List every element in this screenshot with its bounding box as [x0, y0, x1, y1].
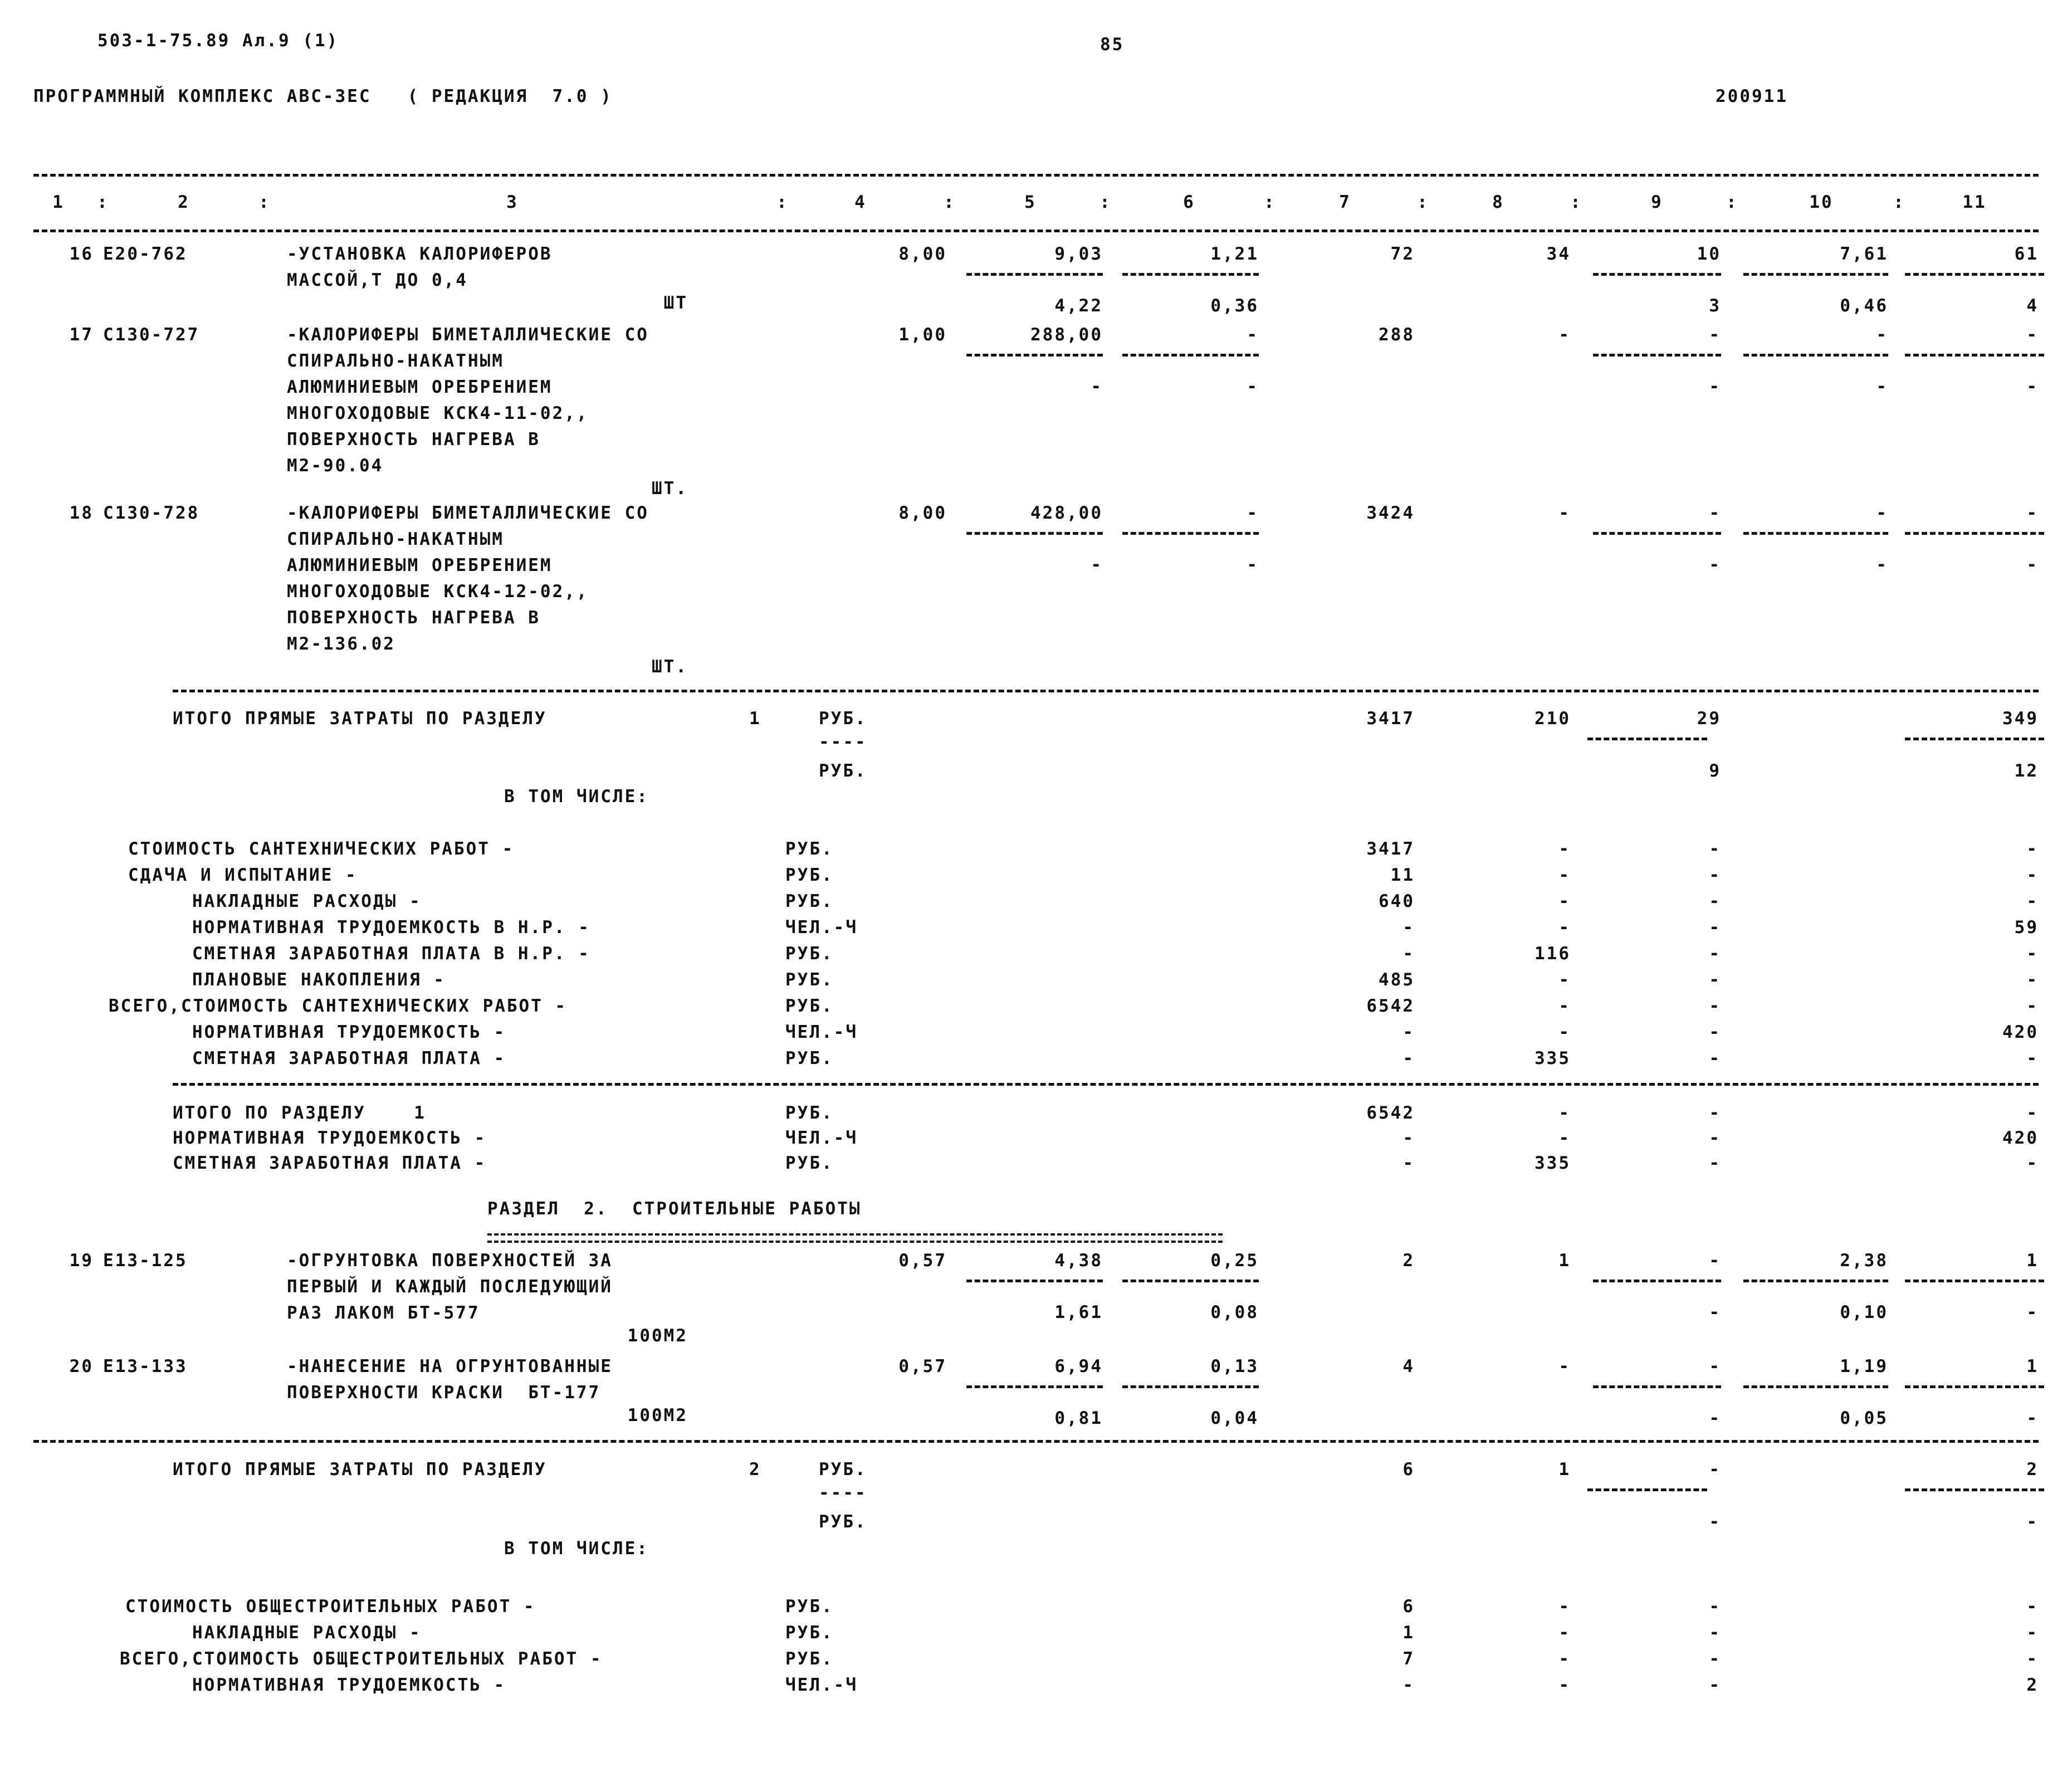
summary-unit: РУБ.: [785, 970, 834, 990]
column-header-10: 6: [1183, 192, 1195, 212]
col11-labour: -: [2026, 325, 2039, 345]
row-number: 16: [69, 244, 94, 264]
row-description: -НАНЕСЕНИЕ НА ОГРУНТОВАННЫЕ: [287, 1356, 613, 1376]
col5-wage: 4,22: [1054, 296, 1103, 316]
summary-col8: -: [1558, 1103, 1571, 1123]
column-header-13: :: [1417, 192, 1429, 212]
col5-price: 6,94: [1054, 1356, 1103, 1376]
sub-rule: [1743, 532, 1888, 535]
total-sep: ----: [819, 732, 867, 752]
summary-col9: -: [1709, 1597, 1721, 1617]
in-that-number-heading: В ТОМ ЧИСЛЕ:: [504, 787, 649, 807]
summary-col9: -: [1709, 1649, 1721, 1669]
row-number: 18: [69, 503, 94, 523]
summary-label: НОРМАТИВНАЯ ТРУДОЕМКОСТЬ -: [173, 1128, 487, 1148]
summary-col8: -: [1558, 917, 1571, 938]
total-unit: РУБ.: [819, 1459, 867, 1480]
summary-label: ПЛАНОВЫЕ НАКОПЛЕНИЯ -: [192, 970, 446, 990]
summary-col7: -: [1402, 1675, 1415, 1695]
col9-wage: -: [1709, 555, 1721, 575]
sub-rule: [1905, 1488, 2044, 1491]
summary-label: НОРМАТИВНАЯ ТРУДОЕМКОСТЬ -: [192, 1022, 506, 1042]
total-section-num: 2: [749, 1459, 761, 1480]
row-description: -КАЛОРИФЕРЫ БИМЕТАЛЛИЧЕСКИЕ СО: [287, 325, 649, 345]
row-code: С130-728: [103, 503, 200, 523]
summary-col9: -: [1709, 1103, 1721, 1123]
col8-cost: -: [1558, 503, 1571, 523]
row-unit: ШТ.: [652, 657, 688, 677]
total-unit2: РУБ.: [819, 1512, 867, 1532]
summary-unit: РУБ.: [785, 1597, 834, 1617]
col4-qty: 1,00: [898, 325, 947, 345]
sub-rule: [1905, 532, 2044, 535]
summary-col7: -: [1402, 1022, 1415, 1042]
row-description: ПОВЕРХНОСТЬ НАГРЕВА В: [287, 429, 540, 450]
row-description: СПИРАЛЬНО-НАКАТНЫМ: [287, 351, 504, 371]
col9-wage: -: [1709, 1408, 1721, 1428]
summary-col11: -: [2026, 865, 2039, 885]
col9-cost: -: [1709, 503, 1721, 523]
summary-col11: 420: [2002, 1128, 2039, 1148]
summary-col8: -: [1558, 865, 1571, 885]
summary-col11: 59: [2014, 917, 2039, 938]
summary-col11: -: [2026, 970, 2039, 990]
sub-rule: [966, 532, 1103, 535]
summary-label: СТОИМОСТЬ САНТЕХНИЧЕСКИХ РАБОТ -: [128, 839, 515, 859]
summary-col11: -: [2026, 839, 2039, 859]
summary-label: НОРМАТИВНАЯ ТРУДОЕМКОСТЬ В Н.Р. -: [192, 917, 590, 938]
sub-rule: [1905, 273, 2044, 276]
row-description: МАССОЙ,Т ДО 0,4: [287, 270, 468, 290]
header-rule-bottom: [33, 230, 2039, 232]
summary-col8: -: [1558, 970, 1571, 990]
section-2-title: РАЗДЕЛ 2. СТРОИТЕЛЬНЫЕ РАБОТЫ: [487, 1199, 862, 1219]
total-col11: 2: [2026, 1459, 2039, 1480]
sub-rule: [1905, 1385, 2044, 1388]
row-description: АЛЮМИНИЕВЫМ ОРЕБРЕНИЕМ: [287, 377, 553, 397]
column-header-7: :: [944, 192, 956, 212]
section-2-underline: [487, 1233, 1223, 1243]
col8-cost: -: [1558, 325, 1571, 345]
column-header-3: :: [258, 192, 271, 212]
summary-col11: -: [2026, 891, 2039, 911]
summary-col9: -: [1709, 839, 1721, 859]
summary-col11: -: [2026, 996, 2039, 1016]
summary-col7: -: [1402, 1048, 1415, 1068]
summary-col11: -: [2026, 1623, 2039, 1643]
col6-price: 1,21: [1210, 244, 1259, 264]
summary-unit: ЧЕЛ.-Ч: [785, 917, 858, 938]
summary-col7: -: [1402, 917, 1415, 938]
col8-cost: -: [1558, 1356, 1571, 1376]
column-header-4: 3: [506, 192, 519, 212]
row-description: СПИРАЛЬНО-НАКАТНЫМ: [287, 529, 504, 549]
summary-col8: -: [1558, 1128, 1571, 1148]
col10-labour: 1,19: [1840, 1356, 1888, 1376]
col6-wage: 0,04: [1210, 1408, 1259, 1428]
total-unit: РУБ.: [819, 709, 867, 729]
column-header-16: 9: [1651, 192, 1663, 212]
col8-cost: 34: [1546, 244, 1571, 264]
col4-qty: 8,00: [898, 503, 947, 523]
total-label: ИТОГО ПРЯМЫЕ ЗАТРАТЫ ПО РАЗДЕЛУ: [173, 1459, 547, 1480]
summary-col8: 116: [1535, 944, 1571, 964]
summary-col9: -: [1709, 1623, 1721, 1643]
sub-rule: [1743, 1280, 1888, 1282]
row-unit: 100М2: [627, 1326, 688, 1346]
total-section-num: 1: [749, 709, 761, 729]
summary-unit: РУБ.: [785, 1623, 834, 1643]
summary-col11: -: [2026, 1153, 2039, 1173]
total-col7: 6: [1402, 1459, 1415, 1480]
summary-label: СМЕТНАЯ ЗАРАБОТНАЯ ПЛАТА -: [192, 1048, 506, 1068]
column-header-0: 1: [52, 192, 65, 212]
col10-labour: 2,38: [1840, 1251, 1888, 1271]
row-description: -УСТАНОВКА КАЛОРИФЕРОВ: [287, 244, 553, 264]
program-title: ПРОГРАММНЫЙ КОМПЛЕКС АВС-3ЕС ( РЕДАКЦИЯ 7.0 ): [33, 86, 613, 106]
col11-labour2: -: [2026, 377, 2039, 397]
column-header-6: 4: [854, 192, 867, 212]
col5-wage: 0,81: [1054, 1408, 1103, 1428]
col9-wage: -: [1709, 377, 1721, 397]
row-number: 19: [69, 1251, 94, 1271]
summary-label: НАКЛАДНЫЕ РАСХОДЫ -: [192, 891, 422, 911]
row-description: МНОГОХОДОВЫЕ КСК4-11-02,,: [287, 403, 589, 423]
total-col11b: 12: [2014, 761, 2039, 781]
col9-cost: -: [1709, 1251, 1721, 1271]
column-header-2: 2: [178, 192, 190, 212]
summary-col11: -: [2026, 1597, 2039, 1617]
row-description: ПОВЕРХНОСТЬ НАГРЕВА В: [287, 608, 540, 628]
col11-labour2: -: [2026, 1408, 2039, 1428]
summary-col7: 6542: [1366, 996, 1415, 1016]
summary-col8: -: [1558, 1649, 1571, 1669]
summary-col9: -: [1709, 1153, 1721, 1173]
row-description: М2-90.04: [287, 456, 384, 476]
summary-col9: -: [1709, 1128, 1721, 1148]
sub-rule: [1122, 1280, 1259, 1282]
sub-rule: [1593, 532, 1721, 535]
col5-price: 4,38: [1054, 1251, 1103, 1271]
summary-col7: 6542: [1366, 1103, 1415, 1123]
summary-col9: -: [1709, 865, 1721, 885]
summary-col7: 1: [1402, 1623, 1415, 1643]
col10-labour: 7,61: [1840, 244, 1888, 264]
col9-wage: -: [1709, 1302, 1721, 1322]
sub-rule: [1593, 273, 1721, 276]
summary-col9: -: [1709, 996, 1721, 1016]
summary-col11: -: [2026, 1649, 2039, 1669]
col11-labour2: -: [2026, 1302, 2039, 1322]
total-col9: 29: [1697, 709, 1721, 729]
row-description: ПОВЕРХНОСТИ КРАСКИ БТ-177: [287, 1383, 601, 1403]
summary-col9: -: [1709, 1048, 1721, 1068]
summary-label: СТОИМОСТЬ ОБЩЕСТРОИТЕЛЬНЫХ РАБОТ -: [125, 1597, 536, 1617]
summary-unit: РУБ.: [785, 996, 834, 1016]
summary-label: ВСЕГО,СТОИМОСТЬ САНТЕХНИЧЕСКИХ РАБОТ -: [109, 996, 568, 1016]
col9-cost: 10: [1697, 244, 1721, 264]
summary-col8: -: [1558, 1623, 1571, 1643]
in-that-number-heading-2: В ТОМ ЧИСЛЕ:: [504, 1539, 649, 1559]
sub-rule: [1743, 273, 1888, 276]
row-description: МНОГОХОДОВЫЕ КСК4-12-02,,: [287, 582, 589, 602]
row-code: Е20-762: [103, 244, 188, 264]
summary-label: ВСЕГО,СТОИМОСТЬ ОБЩЕСТРОИТЕЛЬНЫХ РАБОТ -: [120, 1649, 603, 1669]
col10-labour2: 0,05: [1840, 1408, 1888, 1428]
col11-labour: 1: [2026, 1251, 2039, 1271]
summary-col9: -: [1709, 1675, 1721, 1695]
sub-rule: [1593, 1280, 1721, 1282]
summary-col7: 6: [1402, 1597, 1415, 1617]
header-rule-top: [33, 174, 2039, 177]
col6-wage: -: [1247, 377, 1259, 397]
row-description: -КАЛОРИФЕРЫ БИМЕТАЛЛИЧЕСКИЕ СО: [287, 503, 649, 523]
col5-wage: 1,61: [1054, 1302, 1103, 1322]
col4-qty: 0,57: [898, 1356, 947, 1376]
total-rule: [173, 690, 2039, 692]
summary-col8: -: [1558, 1597, 1571, 1617]
summary-unit: РУБ.: [785, 865, 834, 885]
summary-col8: -: [1558, 996, 1571, 1016]
col5-wage: -: [1091, 377, 1103, 397]
summary-col8: -: [1558, 1022, 1571, 1042]
col11-labour: 1: [2026, 1356, 2039, 1376]
row-description: АЛЮМИНИЕВЫМ ОРЕБРЕНИЕМ: [287, 555, 553, 575]
summary-unit: РУБ.: [785, 944, 834, 964]
summary-unit: ЧЕЛ.-Ч: [785, 1128, 858, 1148]
row-unit: ШТ.: [652, 479, 688, 499]
total-rule-2: [33, 1440, 2039, 1443]
summary-col11: -: [2026, 944, 2039, 964]
col11-labour2: -: [2026, 555, 2039, 575]
col6-price: 0,13: [1210, 1356, 1259, 1376]
column-header-12: 7: [1339, 192, 1351, 212]
summary-col9: -: [1709, 1022, 1721, 1042]
summary-col8: -: [1558, 1675, 1571, 1695]
sub-rule: [966, 1280, 1103, 1282]
total-col9: -: [1709, 1459, 1721, 1480]
summary-unit: РУБ.: [785, 891, 834, 911]
column-header-5: :: [776, 192, 789, 212]
col10-labour: -: [1876, 503, 1888, 523]
doc-number: 200911: [1716, 86, 1788, 106]
total-unit2: РУБ.: [819, 761, 867, 781]
total-col8: 210: [1535, 709, 1571, 729]
summary-unit: РУБ.: [785, 1103, 834, 1123]
col5-price: 9,03: [1054, 244, 1103, 264]
column-header-11: :: [1264, 192, 1276, 212]
column-header-15: :: [1570, 192, 1582, 212]
col10-labour2: -: [1876, 555, 1888, 575]
total-col8: 1: [1558, 1459, 1571, 1480]
col4-qty: 8,00: [898, 244, 947, 264]
summary-unit: ЧЕЛ.-Ч: [785, 1022, 858, 1042]
sub-rule: [1593, 1385, 1721, 1388]
section-rule: [173, 1083, 2039, 1086]
summary-unit: РУБ.: [785, 839, 834, 859]
col5-price: 428,00: [1030, 503, 1103, 523]
col9-cost: -: [1709, 325, 1721, 345]
row-description: -ОГРУНТОВКА ПОВЕРХНОСТЕЙ ЗА: [287, 1251, 613, 1271]
total-label: ИТОГО ПРЯМЫЕ ЗАТРАТЫ ПО РАЗДЕЛУ: [173, 709, 547, 729]
summary-col11: -: [2026, 1103, 2039, 1123]
summary-col7: 11: [1390, 865, 1415, 885]
col5-price: 288,00: [1030, 325, 1103, 345]
summary-col9: -: [1709, 970, 1721, 990]
summary-col11: -: [2026, 1048, 2039, 1068]
total-col11: 349: [2002, 709, 2039, 729]
summary-unit: РУБ.: [785, 1048, 834, 1068]
summary-label: НОРМАТИВНАЯ ТРУДОЕМКОСТЬ -: [192, 1675, 506, 1695]
row-code: Е13-133: [103, 1356, 188, 1376]
sub-rule: [1743, 354, 1888, 357]
col11-labour: -: [2026, 503, 2039, 523]
col7-cost: 2: [1402, 1251, 1415, 1271]
sub-rule: [1122, 354, 1259, 357]
row-description: РАЗ ЛАКОМ БТ-577: [287, 1303, 480, 1323]
sub-rule: [1905, 738, 2044, 740]
sub-rule: [1905, 1280, 2044, 1282]
column-header-1: :: [97, 192, 109, 212]
summary-col7: 3417: [1366, 839, 1415, 859]
sub-rule: [1122, 532, 1259, 535]
col8-cost: 1: [1558, 1251, 1571, 1271]
summary-col9: -: [1709, 891, 1721, 911]
summary-label: НАКЛАДНЫЕ РАСХОДЫ -: [192, 1623, 422, 1643]
sub-rule: [966, 273, 1103, 276]
page-number: 85: [1100, 35, 1125, 55]
col11-labour: 61: [2014, 244, 2039, 264]
summary-col8: -: [1558, 891, 1571, 911]
col7-cost: 3424: [1366, 503, 1415, 523]
summary-unit: РУБ.: [785, 1153, 834, 1173]
sub-rule: [1743, 1385, 1888, 1388]
column-header-20: 11: [1962, 192, 1987, 212]
summary-col7: 640: [1379, 891, 1415, 911]
row-code: Е13-125: [103, 1251, 188, 1271]
summary-col11: 420: [2002, 1022, 2039, 1042]
column-header-9: :: [1099, 192, 1112, 212]
summary-label: СДАЧА И ИСПЫТАНИЕ -: [128, 865, 358, 885]
total-col9b: -: [1709, 1512, 1721, 1532]
sub-rule: [1122, 1385, 1259, 1388]
col6-price: -: [1247, 503, 1259, 523]
summary-col9: -: [1709, 917, 1721, 938]
sub-rule: [1905, 354, 2044, 357]
sub-rule: [1593, 354, 1721, 357]
col6-wage: 0,08: [1210, 1302, 1259, 1322]
total-sep: ----: [819, 1483, 867, 1503]
summary-unit: ЧЕЛ.-Ч: [785, 1675, 858, 1695]
col5-wage: -: [1091, 555, 1103, 575]
column-header-18: 10: [1809, 192, 1834, 212]
sub-rule: [966, 354, 1103, 357]
col6-wage: 0,36: [1210, 296, 1259, 316]
summary-col7: -: [1402, 944, 1415, 964]
row-code: С130-727: [103, 325, 200, 345]
summary-label: СМЕТНАЯ ЗАРАБОТНАЯ ПЛАТА В Н.Р. -: [192, 944, 590, 964]
col10-labour2: 0,46: [1840, 296, 1888, 316]
summary-col8: 335: [1535, 1153, 1571, 1173]
col9-wage: 3: [1709, 296, 1721, 316]
col10-labour2: -: [1876, 377, 1888, 397]
col10-labour2: 0,10: [1840, 1302, 1888, 1322]
summary-label: ИТОГО ПО РАЗДЕЛУ 1: [173, 1103, 426, 1123]
column-header-19: :: [1893, 192, 1905, 212]
row-description: М2-136.02: [287, 634, 395, 654]
col11-labour2: 4: [2026, 296, 2039, 316]
total-col9b: 9: [1709, 761, 1721, 781]
summary-col9: -: [1709, 944, 1721, 964]
summary-col11: 2: [2026, 1675, 2039, 1695]
col6-price: 0,25: [1210, 1251, 1259, 1271]
row-number: 17: [69, 325, 94, 345]
sub-rule: [1122, 273, 1259, 276]
column-header-8: 5: [1024, 192, 1037, 212]
column-header-14: 8: [1492, 192, 1504, 212]
total-col11b: -: [2026, 1512, 2039, 1532]
col6-price: -: [1247, 325, 1259, 345]
col9-cost: -: [1709, 1356, 1721, 1376]
doc-code: 503-1-75.89 Ал.9 (1): [97, 31, 339, 51]
row-unit: 100М2: [627, 1405, 688, 1425]
col7-cost: 288: [1379, 325, 1415, 345]
row-description: ПЕРВЫЙ И КАЖДЫЙ ПОСЛЕДУЮЩИЙ: [287, 1277, 613, 1297]
sub-rule: [1587, 1488, 1707, 1491]
summary-col8: -: [1558, 839, 1571, 859]
col6-wage: -: [1247, 555, 1259, 575]
summary-col7: 485: [1379, 970, 1415, 990]
col7-cost: 72: [1390, 244, 1415, 264]
total-col7: 3417: [1366, 709, 1415, 729]
summary-label: СМЕТНАЯ ЗАРАБОТНАЯ ПЛАТА -: [173, 1153, 487, 1173]
column-header-17: :: [1726, 192, 1738, 212]
sub-rule: [1587, 738, 1707, 740]
summary-col7: -: [1402, 1128, 1415, 1148]
summary-col7: -: [1402, 1153, 1415, 1173]
col7-cost: 4: [1402, 1356, 1415, 1376]
col4-qty: 0,57: [898, 1251, 947, 1271]
col10-labour: -: [1876, 325, 1888, 345]
row-number: 20: [69, 1356, 94, 1376]
sub-rule: [966, 1385, 1103, 1388]
summary-unit: РУБ.: [785, 1649, 834, 1669]
summary-col8: 335: [1535, 1048, 1571, 1068]
summary-col7: 7: [1402, 1649, 1415, 1669]
row-unit: ШТ: [663, 293, 688, 313]
